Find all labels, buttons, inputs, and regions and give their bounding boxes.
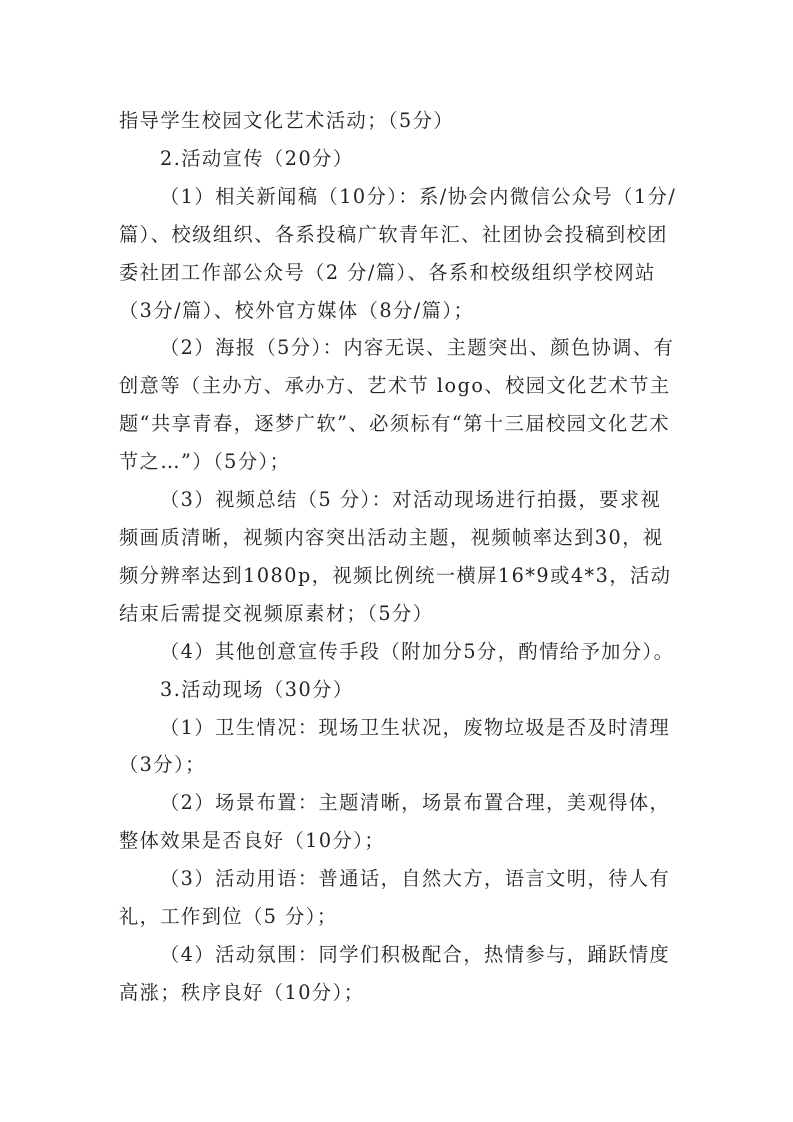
paragraph-continued: 指导学生校园文化艺术活动；（5分） [119, 109, 455, 132]
paragraph-other-publicity: （4）其他创意宣传手段（附加分5分，酌情给予加分）。 [160, 639, 675, 663]
paragraph-hygiene: （1）卫生情况：现场卫生状况，废物垃圾是否及时清理（3分）； [119, 715, 671, 777]
paragraph-poster: （2）海报（5分）：内容无误、主题突出、颜色协调、有创意等（主办方、承办方、艺术节 logo、校园文化艺术节主题“共享青春，逐梦广软”、必须标有“第十三届校园文化艺术节之…”）（5分）； [119, 336, 675, 474]
paragraph-language: （3）活动用语：普通话，自然大方，语言文明，待人有礼，工作到位（5 分）； [119, 867, 671, 929]
section-heading-onsite: 3.活动现场（30分） [160, 677, 354, 701]
paragraph-news-articles: （1）相关新闻稿（10分）：系/协会内微信公众号（1分/篇）、校级组织、各系投稿广软青年汇、社团协会投稿到校团委社团工作部公众号（2 分/篇）、各系和校级组织学校网站（3分/篇）、校外官方媒体（8分/篇）； [119, 184, 677, 322]
document-body [119, 102, 679, 1012]
section-heading-publicity: 2.活动宣传（20分） [160, 146, 354, 170]
paragraph-video-summary: （3）视频总结（5 分）：对活动现场进行拍摄，要求视频画质清晰，视频内容突出活动主题，视频帧率达到30，视频分辨率达到1080p，视频比例统一横屏16*9或4*3，活动结束后需提交视频原素材；（5分） [119, 488, 672, 625]
paragraph-atmosphere: （4）活动氛围：同学们积极配合，热情参与，踊跃情度高涨；秩序良好（10分）； [119, 942, 671, 1004]
paragraph-scene-layout: （2）场景布置：主题清晰，场景布置合理，美观得体，整体效果是否良好（10分）； [119, 791, 671, 853]
